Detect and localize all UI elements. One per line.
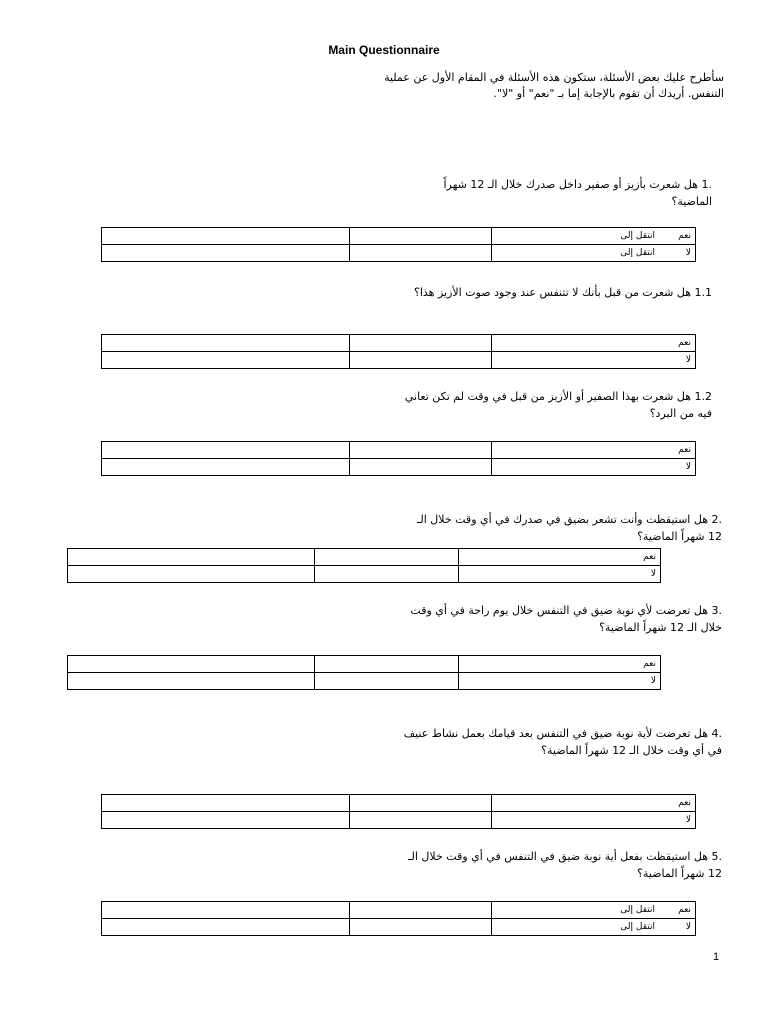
option-label: لا xyxy=(685,815,691,825)
answer-option-cell[interactable] xyxy=(492,459,696,476)
answer-option-cell[interactable] xyxy=(492,335,696,352)
skip-instruction: انتقل إلى xyxy=(620,231,655,241)
skip-instruction: انتقل إلى xyxy=(620,248,655,258)
option-label: لا xyxy=(685,355,691,365)
answer-blank-cell xyxy=(68,549,315,566)
answer-option-cell[interactable] xyxy=(492,245,696,262)
answer-option-cell[interactable] xyxy=(459,656,661,673)
answer-table-q5 xyxy=(101,901,696,936)
skip-instruction: انتقل إلى xyxy=(620,922,655,932)
option-label: نعم xyxy=(643,552,656,562)
table-row xyxy=(68,673,661,690)
answer-blank-cell xyxy=(315,566,459,583)
answer-blank-cell xyxy=(350,795,492,812)
answer-option-cell[interactable] xyxy=(492,795,696,812)
table-row xyxy=(68,549,661,566)
answer-blank-cell xyxy=(102,812,350,829)
answer-option-cell[interactable] xyxy=(492,442,696,459)
table-row xyxy=(102,459,696,476)
option-label: لا xyxy=(650,676,656,686)
answer-blank-cell xyxy=(350,335,492,352)
table-row xyxy=(102,919,696,936)
answer-blank-cell xyxy=(102,245,350,262)
document-title: Main Questionnaire xyxy=(328,43,440,57)
answer-blank-cell xyxy=(350,459,492,476)
option-label: نعم xyxy=(678,905,691,915)
option-label: نعم xyxy=(643,659,656,669)
answer-blank-cell xyxy=(350,902,492,919)
answer-table-q1-1 xyxy=(101,334,696,369)
option-label: نعم xyxy=(678,798,691,808)
table-row xyxy=(102,245,696,262)
answer-blank-cell xyxy=(102,442,350,459)
answer-option-cell[interactable] xyxy=(459,673,661,690)
question-5: .5 هل استيقظت بفعل أية نوبة ضيق في التنفس في أي وقت خلال الـ 12 شهراً الماضية؟ xyxy=(408,850,722,880)
table-row xyxy=(102,812,696,829)
answer-table-q3 xyxy=(67,655,661,690)
answer-blank-cell xyxy=(102,228,350,245)
answer-blank-cell xyxy=(102,795,350,812)
table-row xyxy=(102,442,696,459)
answer-option-cell[interactable] xyxy=(492,902,696,919)
answer-blank-cell xyxy=(350,245,492,262)
question-4: .4 هل تعرضت لأية نوبة ضيق في التنفس بعد قيامك بعمل نشاط عنيف في أي وقت خلال الـ 12 شهراً الماضية؟ xyxy=(403,727,722,757)
answer-blank-cell xyxy=(68,656,315,673)
option-label: لا xyxy=(685,248,691,258)
answer-option-cell[interactable] xyxy=(459,566,661,583)
option-label: لا xyxy=(685,922,691,932)
table-row xyxy=(102,335,696,352)
option-label: نعم xyxy=(678,231,691,241)
answer-blank-cell xyxy=(102,459,350,476)
answer-blank-cell xyxy=(315,549,459,566)
table-row xyxy=(102,902,696,919)
answer-blank-cell xyxy=(350,352,492,369)
table-row xyxy=(68,566,661,583)
table-row xyxy=(102,352,696,369)
answer-option-cell[interactable] xyxy=(492,352,696,369)
table-row xyxy=(102,228,696,245)
question-1-1: 1.1 هل شعرت من قبل بأنك لا تتنفس عند وجود صوت الأزيز هذا؟ xyxy=(414,286,712,299)
option-label: لا xyxy=(650,569,656,579)
answer-blank-cell xyxy=(350,812,492,829)
question-3: .3 هل تعرضت لأي نوبة ضيق في التنفس خلال يوم راحة في أي وقت خلال الـ 12 شهراً الماضية؟ xyxy=(410,604,722,634)
answer-blank-cell xyxy=(68,566,315,583)
answer-table-q1 xyxy=(101,227,696,262)
answer-blank-cell xyxy=(350,919,492,936)
option-label: لا xyxy=(685,462,691,472)
question-2: .2 هل استيقظت وأنت تشعر بضيق في صدرك في أي وقت خلال الـ 12 شهراً الماضية؟ xyxy=(417,513,722,543)
answer-option-cell[interactable] xyxy=(459,549,661,566)
page-number: 1 xyxy=(713,951,720,963)
answer-blank-cell xyxy=(350,228,492,245)
answer-blank-cell xyxy=(102,335,350,352)
answer-table-q1-2 xyxy=(101,441,696,476)
question-1: .1 هل شعرت بأزيز أو صفير داخل صدرك خلال الـ 12 شهراً الماضية؟ xyxy=(443,178,712,208)
table-row xyxy=(68,656,661,673)
answer-table-q2 xyxy=(67,548,661,583)
question-1-2: 1.2 هل شعرت بهذا الصفير أو الأزيز من قبل في وقت لم تكن تعاني فيه من البرد؟ xyxy=(404,390,712,420)
option-label: نعم xyxy=(678,338,691,348)
answer-blank-cell xyxy=(102,352,350,369)
answer-table-q4 xyxy=(101,794,696,829)
answer-option-cell[interactable] xyxy=(492,812,696,829)
table-row xyxy=(102,795,696,812)
option-label: نعم xyxy=(678,445,691,455)
answer-blank-cell xyxy=(102,902,350,919)
answer-blank-cell xyxy=(68,673,315,690)
answer-blank-cell xyxy=(315,673,459,690)
answer-option-cell[interactable] xyxy=(492,919,696,936)
answer-option-cell[interactable] xyxy=(492,228,696,245)
answer-blank-cell xyxy=(102,919,350,936)
answer-blank-cell xyxy=(315,656,459,673)
skip-instruction: انتقل إلى xyxy=(620,905,655,915)
answer-blank-cell xyxy=(350,442,492,459)
intro-paragraph: سأطرح عليك بعض الأسئلة، ستكون هذه الأسئلة في المقام الأول عن عملية التنفس. أريدك أن تقوم بالإجابة إما بـ "نعم" أو "لا". xyxy=(384,71,724,100)
